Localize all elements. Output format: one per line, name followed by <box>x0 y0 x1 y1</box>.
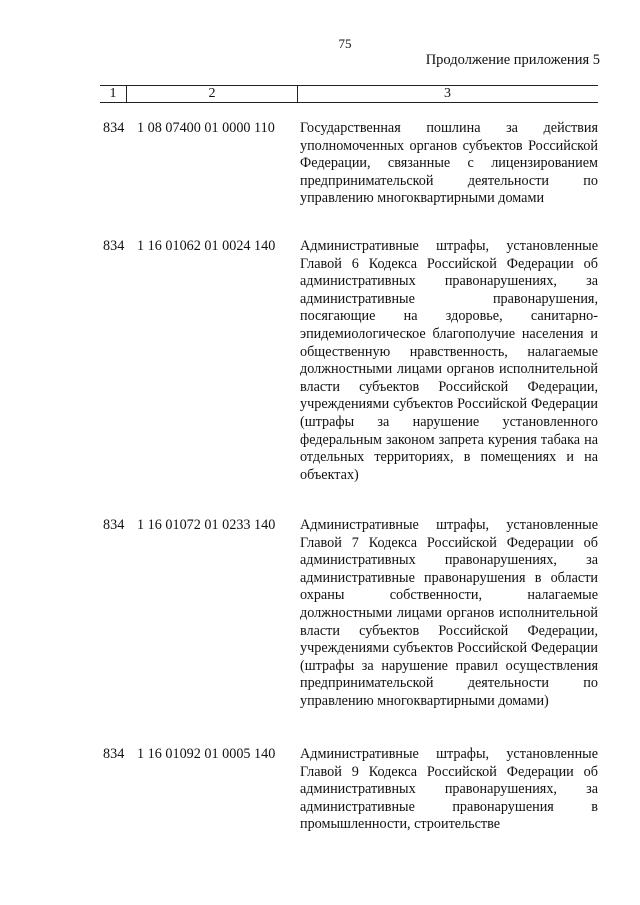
revenue-description: Административные штрафы, установленные Главой 9 Кодекса Российской Федерации об административных правонарушениях, за административные правонарушения в промышленности, строительстве <box>300 746 598 833</box>
revenue-code: 1 16 01062 01 0024 140 <box>137 238 276 254</box>
admin-code: 834 <box>103 120 125 136</box>
revenue-code: 1 16 01092 01 0005 140 <box>137 746 276 762</box>
header-cell-3: 3 <box>444 86 451 101</box>
table-header <box>100 85 598 103</box>
admin-code: 834 <box>103 517 125 533</box>
revenue-code: 1 16 01072 01 0233 140 <box>137 517 276 533</box>
header-cell-2: 2 <box>126 86 298 102</box>
revenue-description: Государственная пошлина за действия уполномоченных органов субъектов Российской Федерации, связанные с лицензированием предпринимательской деятельности по управлению многоквартирными домами <box>300 120 598 207</box>
continuation-label: Продолжение приложения 5 <box>425 52 600 68</box>
admin-code: 834 <box>103 238 125 254</box>
admin-code: 834 <box>103 746 125 762</box>
revenue-description: Административные штрафы, установленные Главой 6 Кодекса Российской Федерации об административных правонарушениях, за административные правонарушения, посягающие на здоровье, санитарно-эпидемиологическое благополучие населения и общественную нравственность, налагаемые должностными лицами органов исполнительной власти субъектов Российской Федерации, учреждениями субъектов Российской Федерации (штрафы за нарушение установленного федеральным законом запрета курения табака на отдельных территориях, в помещениях и на объектах) <box>300 238 598 483</box>
revenue-description: Административные штрафы, установленные Главой 7 Кодекса Российской Федерации об административных правонарушениях, за административные правонарушения в области охраны собственности, налагаемые должностными лицами органов исполнительной власти субъектов Российской Федерации, учреждениями субъектов Российской Федерации (штрафы за нарушение правил осуществления предпринимательской деятельности по управлению многоквартирными домами) <box>300 517 598 709</box>
revenue-code: 1 08 07400 01 0000 110 <box>137 120 275 136</box>
page-number: 75 <box>338 36 352 51</box>
header-cell-1: 1 <box>109 86 117 101</box>
